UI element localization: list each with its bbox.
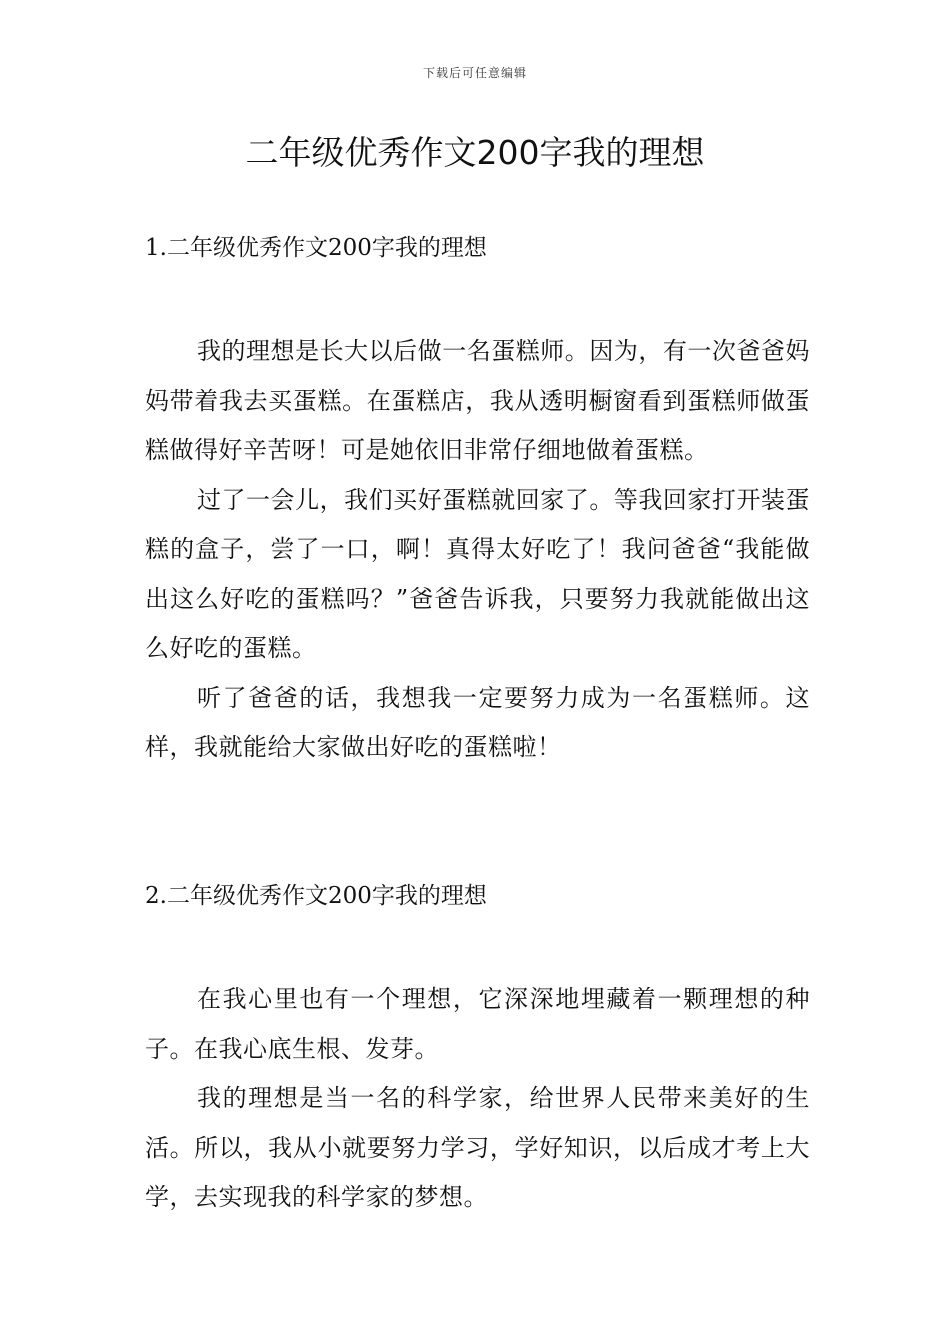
paragraph: 听了爸爸的话，我想我一定要努力成为一名蛋糕师。这样，我就能给大家做出好吃的蛋糕啦！ — [145, 683, 810, 761]
paragraph: 我的理想是长大以后做一名蛋糕师。因为，有一次爸爸妈妈带着我去买蛋糕。在蛋糕店，我从透明橱窗看到蛋糕师做蛋糕做得好辛苦呀！可是她依旧非常仔细地做着蛋糕。 — [145, 337, 810, 464]
section-heading: 1.二年级优秀作文200字我的理想 — [145, 235, 487, 261]
paragraph: 在我心里也有一个理想，它深深地埋藏着一颗理想的种子。在我心底生根、发芽。 — [145, 985, 810, 1063]
paragraph: 过了一会儿，我们买好蛋糕就回家了。等我回家打开装蛋糕的盒子，尝了一口，啊！真得太好吃了！我问爸爸“我能做出这么好吃的蛋糕吗？”爸爸告诉我，只要努力我就能做出这么好吃的蛋糕。 — [145, 485, 810, 662]
header-note: 下载后可任意编辑 — [422, 66, 527, 80]
essay-section-2 — [145, 881, 810, 1223]
section-heading: 2.二年级优秀作文200字我的理想 — [145, 883, 487, 909]
essay-section-1 — [145, 233, 810, 773]
paragraph: 我的理想是当一名的科学家，给世界人民带来美好的生活。所以，我从小就要努力学习，学好知识，以后成才考上大学，去实现我的科学家的梦想。 — [145, 1084, 810, 1211]
page-title: 二年级优秀作文200字我的理想 — [245, 133, 705, 172]
